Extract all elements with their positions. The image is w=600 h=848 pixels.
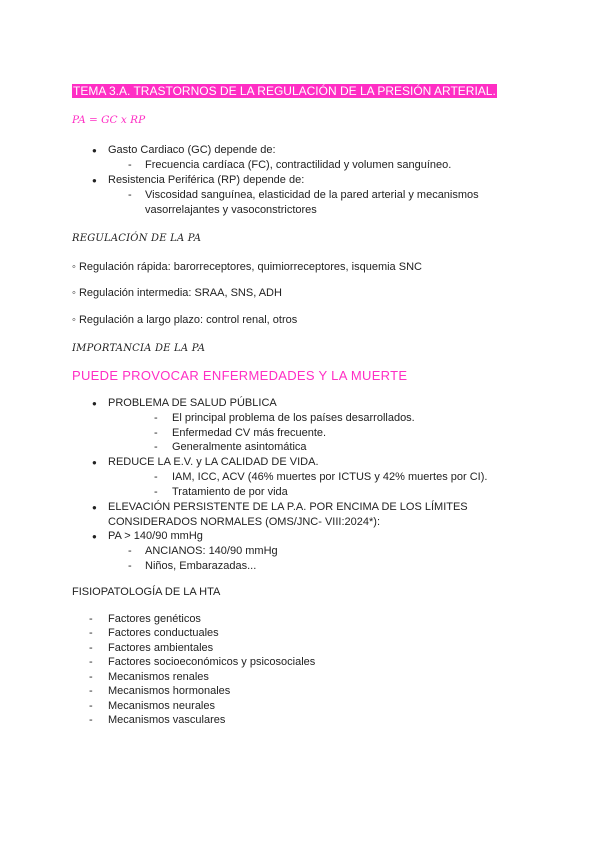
dash-icon: - [154,486,158,498]
formula: PA = GC x RP [72,114,146,126]
bullet-icon: ● [92,503,97,512]
section-heading: REGULACIÓN DE LA PA [72,233,202,244]
list-item: Resistencia Periférica (RP) depende de: [108,174,305,186]
list-item: PROBLEMA DE SALUD PÚBLICA [108,397,277,409]
dash-icon: - [89,613,93,625]
dash-icon: - [89,627,93,639]
list-item: ANCIANOS: 140/90 mmHg [145,545,278,557]
list-item: Viscosidad sanguínea, elasticidad de la pared arterial y mecanismos [145,189,479,201]
bullet-icon: ● [92,176,97,185]
dash-icon: - [154,412,158,424]
dash-icon: - [128,545,132,557]
list-item: Mecanismos vasculares [108,714,226,726]
bullet-icon: ● [92,399,97,408]
dash-icon: - [154,471,158,483]
page-title: TEMA 3.A. TRASTORNOS DE LA REGULACIÓN DE LA PRESIÓN ARTERIAL. [73,84,496,98]
dash-icon: - [89,642,93,654]
dash-icon: - [89,656,93,668]
list-item: Mecanismos neurales [108,700,215,712]
highlight-heading: PUEDE PROVOCAR ENFERMEDADES Y LA MUERTE [72,368,408,383]
dash-icon: - [128,560,132,572]
list-item: El principal problema de los países desarrollados. [172,412,415,424]
list-item: Factores ambientales [108,642,214,654]
list-item: REDUCE LA E.V. y LA CALIDAD DE VIDA. [108,456,319,468]
dash-icon: - [154,427,158,439]
list-item: CONSIDERADOS NORMALES (OMS/JNC- VIII:2024*): [108,516,380,528]
dash-icon: - [154,441,158,453]
list-item: Mecanismos renales [108,671,209,683]
dash-icon: - [128,159,132,171]
list-item: ◦ Regulación rápida: barorreceptores, quimiorreceptores, isquemia SNC [72,261,422,273]
dash-icon: - [128,189,132,201]
dash-icon: - [89,685,93,697]
bullet-icon: ● [92,458,97,467]
list-item: Factores genéticos [108,613,201,625]
list-item: PA > 140/90 mmHg [108,530,203,542]
dash-icon: - [89,700,93,712]
list-item: ELEVACIÓN PERSISTENTE DE LA P.A. POR ENCIMA DE LOS LÍMITES [108,501,468,513]
list-item: Frecuencia cardíaca (FC), contractilidad y volumen sanguíneo. [145,159,452,171]
bullet-icon: ● [92,146,97,155]
section-heading: IMPORTANCIA DE LA PA [72,343,206,354]
bullet-icon: ● [92,532,97,541]
list-item: Factores socioeconómicos y psicosociales [108,656,316,668]
dash-icon: - [89,714,93,726]
list-item: vasorrelajantes y vasoconstrictores [145,204,317,216]
dash-icon: - [89,671,93,683]
list-item: IAM, ICC, ACV (46% muertes por ICTUS y 42% muertes por CI). [172,471,488,483]
list-item: ◦ Regulación intermedia: SRAA, SNS, ADH [72,287,282,299]
list-item: Mecanismos hormonales [108,685,231,697]
section-heading: FISIOPATOLOGÍA DE LA HTA [72,586,221,598]
list-item: Gasto Cardiaco (GC) depende de: [108,144,276,156]
list-item: ◦ Regulación a largo plazo: control renal, otros [72,314,298,326]
list-item: Generalmente asintomática [172,441,307,453]
list-item: Enfermedad CV más frecuente. [172,427,327,439]
list-item: Tratamiento de por vida [172,486,288,498]
list-item: Niños, Embarazadas... [145,560,257,572]
list-item: Factores conductuales [108,627,219,639]
